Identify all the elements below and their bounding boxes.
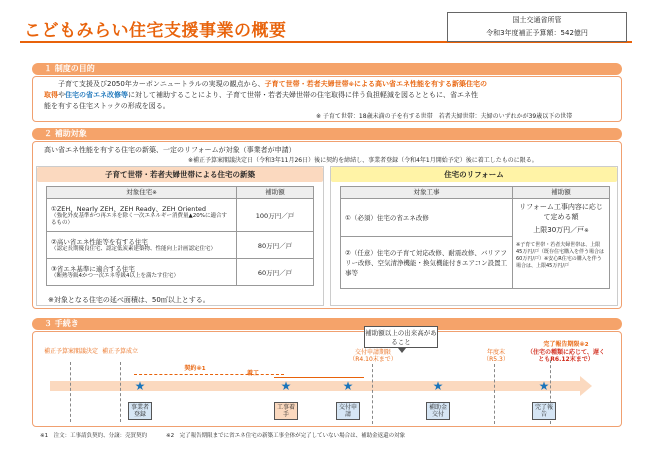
amount-header: 補助額 (237, 187, 314, 199)
purpose-line-1: 子育て支援及び2050年カーボンニュートラルの実現の観点から、子育て世帯・若者夫婦世帯※による高い省エネ性能を有する新築住宅の (58, 80, 487, 88)
application-deadline-label: 交付申請期限 (354, 349, 391, 356)
table-row: ①ZEH、Nearly ZEH、ZEH Ready、ZEH Oriented （強化外皮基準かつ再エネを除く一次エネルギー消費量▲20%に適合するもの） 100万円／戸 (47, 199, 314, 232)
completion-report-deadline: 完了報告期限※2 (543, 341, 589, 348)
page-title: こどもみらい住宅支援事業の概要 (24, 21, 287, 41)
purpose-line-2: 取得や住宅の省エネ改修等に対して補助することにより、子育て世帯・若者夫婦世帯の住宅取得に伴う負担軽減を図るとともに、省エネ性 (44, 91, 478, 99)
marker-passed (120, 362, 121, 422)
star-icon: ★ (134, 379, 146, 393)
star-icon: ★ (538, 379, 550, 393)
table-row: ②高い省エネ性能等を有する住宅 （認定長期優良住宅、認定低炭素建築物、性能向上計画認定住宅） 80万円／戸 (47, 232, 314, 259)
purpose-note: ※ 子育て世帯：18歳未満の子を有する世帯 若者夫婦世帯：夫婦のいずれかが39歳以下の世帯 (316, 113, 573, 120)
reform-amount-header: 補助額 (513, 187, 610, 199)
reform-amount-cap: 上限30万円／戸※ (533, 226, 589, 234)
target-house-header: 対象住宅※ (47, 187, 237, 199)
new-build-table (46, 186, 314, 286)
step-apply: 交付申請 (336, 402, 360, 420)
timeline-bar (50, 381, 580, 391)
step-grant: 補助金交付 (426, 402, 450, 420)
star-icon: ★ (342, 379, 354, 393)
footnote-1: ※1 注文：工事請負契約、分譲：売買契約 (40, 433, 148, 439)
step-register: 事業者登録 (128, 402, 152, 420)
floor-area-note: ※対象となる住宅の延べ面積は、50㎡以上とする。 (48, 296, 210, 304)
completion-report-desc: （住宅の種類に応じて、遅くともR6.12末まで） (527, 349, 605, 363)
star-icon: ★ (280, 379, 292, 393)
budget-label: 令和3年度補正予算額：542億円 (486, 29, 588, 37)
step-start: 工事着手 (274, 402, 298, 420)
target-note: ※補正予算案閣議決定日（令和3年11月26日）後に契約を締結し、事業者登録（令和4年1月開始予定）後に着工したものに限る。 (188, 157, 538, 164)
contract-label: 契約※1 (184, 365, 206, 372)
cabinet-decision-label: 補正予算案閣議決定 (44, 348, 99, 355)
new-build-banner: 子育て世帯・若者夫婦世帯による住宅の新築 (37, 167, 323, 182)
budget-box (447, 12, 627, 42)
section1-title: １ 制度の目的 (32, 63, 622, 75)
ministry-label: 国土交通省所管 (512, 16, 562, 24)
reform-banner: 住宅のリフォーム (331, 167, 617, 182)
reform-amount-desc: リフォーム工事内容に応じて定める額 (519, 203, 603, 221)
construction-arrow (274, 377, 364, 378)
timeline-arrowhead (580, 376, 592, 396)
table-row: ②（任意）住宅の子育て対応改修、耐震改修、バリアフリー改修、空気清浄機能・換気機能付きエアコン設置工事等 (341, 237, 610, 289)
star-icon: ★ (432, 379, 444, 393)
section3-title: ３ 手続き (32, 318, 622, 330)
table-row: ①（必須）住宅の省エネ改修 リフォーム工事内容に応じて定める額 上限30万円／戸※ ※子育て世帯・若者夫婦世帯は、上限45万円/戸（既存住宅購入を伴う場合は60万円/戸）※安心R住宅の購入を伴う場合は、上限45万円/戸 (341, 199, 610, 237)
work-header: 対象工事 (341, 187, 513, 199)
target-lead: 高い省エネ性能を有する住宅の新築、一定のリフォームが対象（事業者が申請） (44, 146, 296, 154)
budget-passed-label: 補正予算成立 (101, 348, 138, 355)
construction-label: 着工 (246, 370, 259, 377)
footnote-2: ※2 完了報告期限までに省エネ住宅の新築工事全体が完了していない場合は、補助金返還の対象 (166, 433, 406, 439)
callout-box: 補助額以上の出来高があること (364, 326, 438, 348)
purpose-line-3: 能を有する住宅ストックの形成を図る。 (44, 102, 170, 110)
table-row: ③省エネ基準に適合する住宅 （断熱等級4かつ一次エネ等級4以上を満たす住宅） 60万円／戸 (47, 259, 314, 286)
marker-fy-end (494, 364, 495, 424)
marker-cabinet (70, 362, 71, 422)
reform-table (340, 186, 610, 289)
section2-title: ２ 補助対象 (32, 128, 622, 140)
step-report: 完了報告 (532, 402, 556, 420)
application-deadline-date: （R4.10末まで） (349, 356, 397, 363)
marker-deadline (372, 364, 373, 424)
fiscal-year-end-date: （R5.3） (483, 356, 509, 363)
reform-amount-note: ※子育て世帯・若者夫婦世帯は、上限45万円/戸（既存住宅購入を伴う場合は60万円/戸）※安心R住宅の購入を伴う場合は、上限45万円/戸 (516, 242, 605, 269)
fiscal-year-end-label: 年度末 (486, 349, 505, 356)
